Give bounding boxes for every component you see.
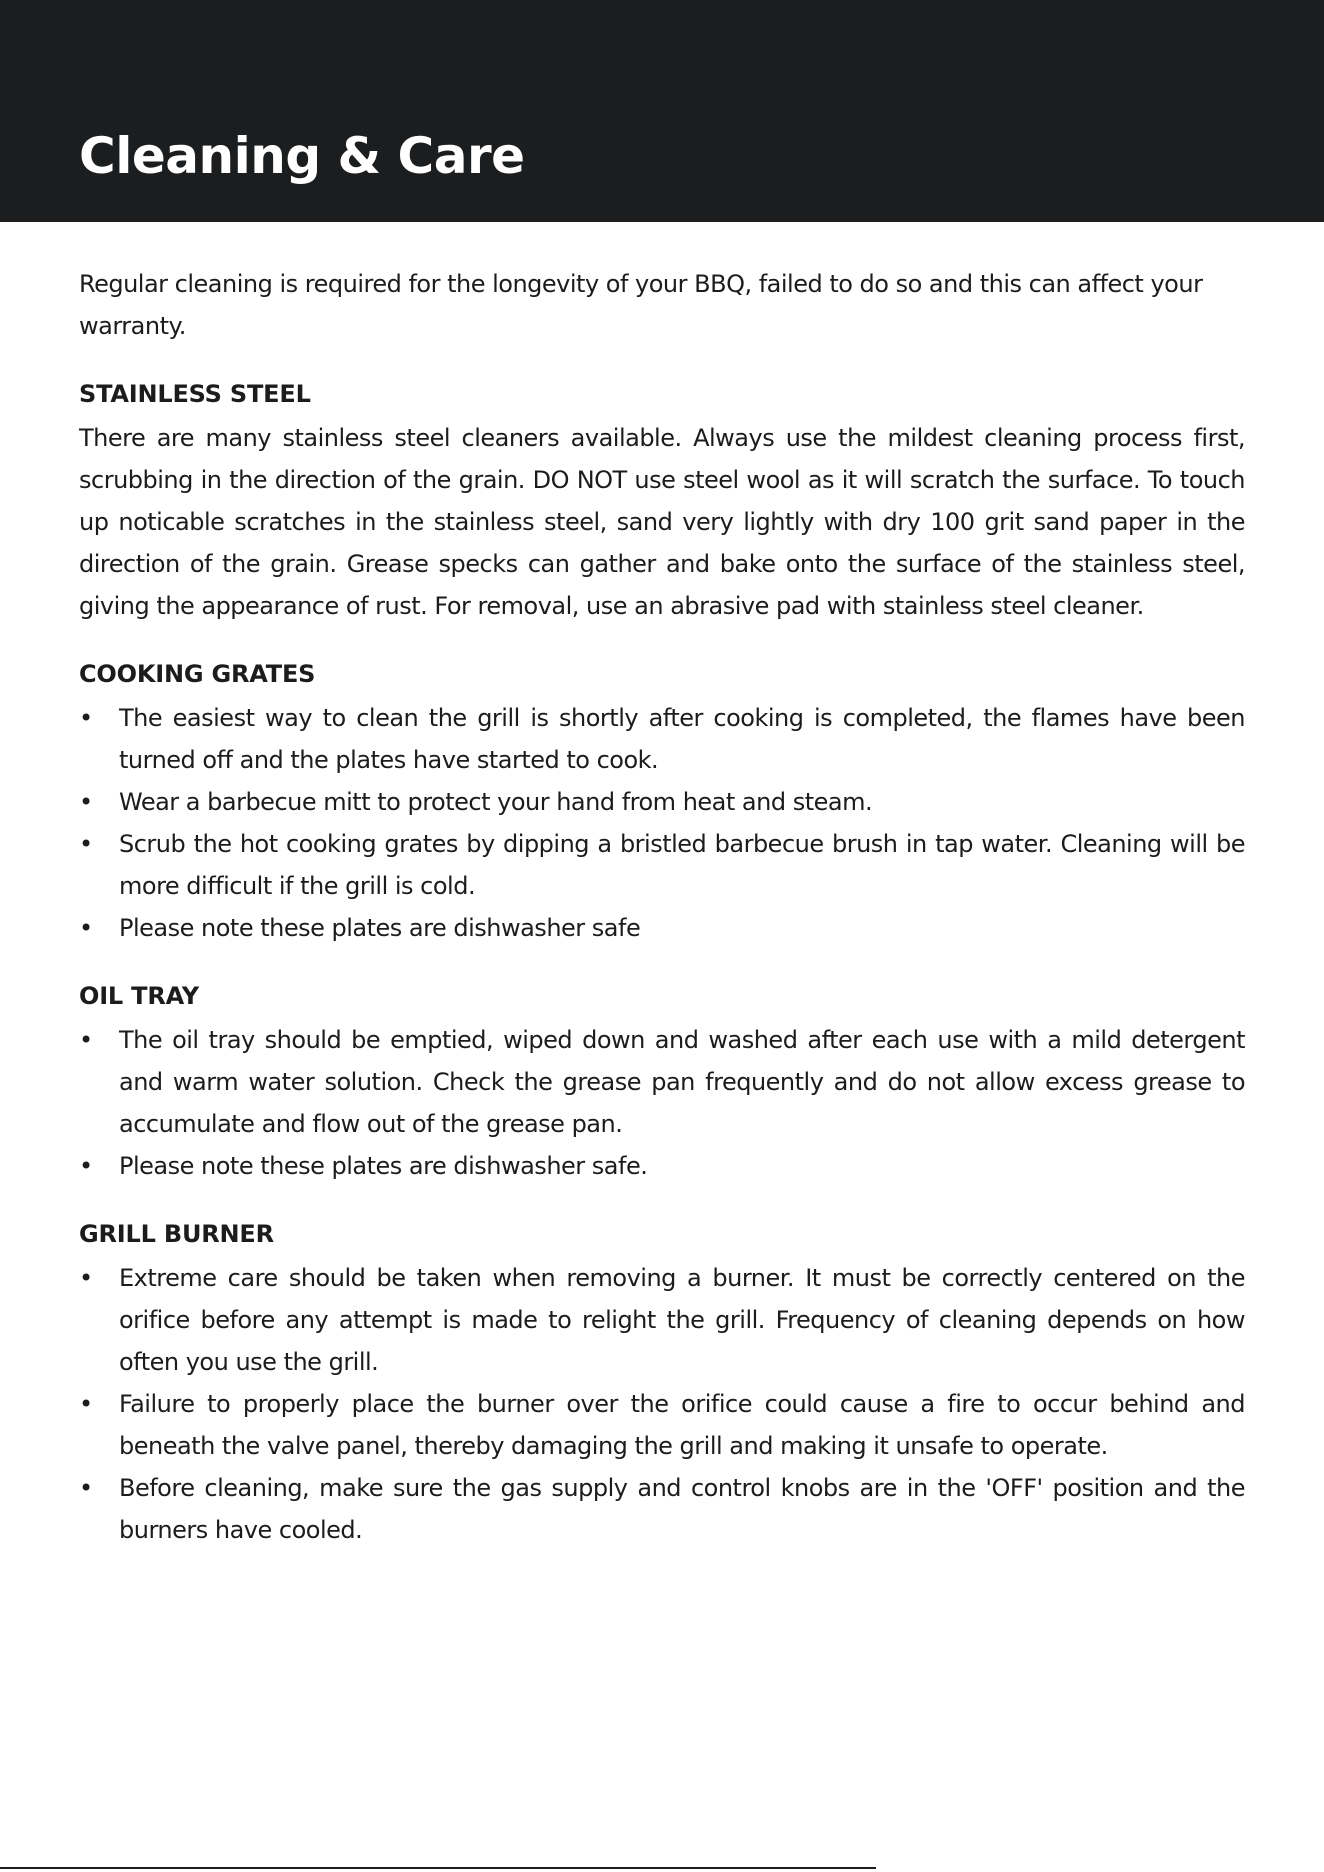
list-item-text: Before cleaning, make sure the gas supply and control knobs are in the 'OFF' position and the burners have cooled.: [119, 1474, 1245, 1544]
bullet-icon: •: [79, 1026, 93, 1054]
bullet-icon: •: [79, 914, 93, 942]
list-item-text: Please note these plates are dishwasher safe: [119, 914, 641, 942]
section-heading: OIL TRAY: [79, 982, 199, 1010]
list-item-text: Wear a barbecue mitt to protect your hand from heat and steam.: [119, 788, 873, 816]
section-oil-tray: [79, 975, 1245, 1187]
list-item-text: The easiest way to clean the grill is shortly after cooking is completed, the flames have been turned off and the plates have started to cook.: [119, 704, 1245, 774]
bullet-icon: •: [79, 788, 93, 816]
bullet-icon: •: [79, 704, 93, 732]
bullet-icon: •: [79, 1264, 93, 1292]
list-item-text: Please note these plates are dishwasher safe.: [119, 1152, 648, 1180]
list-item: [79, 1467, 1245, 1551]
list-item-text: Failure to properly place the burner over the orifice could cause a fire to occur behind and beneath the valve panel, thereby damaging the grill and making it unsafe to operate.: [119, 1390, 1245, 1460]
section-heading: COOKING GRATES: [79, 660, 316, 688]
section-heading: STAINLESS STEEL: [79, 380, 311, 408]
section-cooking-grates: [79, 653, 1245, 949]
list-item: [79, 1383, 1245, 1467]
footer-divider: [0, 1867, 876, 1869]
list-item-text: Extreme care should be taken when removing a burner. It must be correctly centered on the orifice before any attempt is made to relight the grill. Frequency of cleaning depends on how often you use the grill.: [119, 1264, 1245, 1376]
list-item: [79, 781, 1245, 823]
bullet-icon: •: [79, 1474, 93, 1502]
section-body: There are many stainless steel cleaners available. Always use the mildest cleaning process first, scrubbing in the direction of the grain. DO NOT use steel wool as it will scratch the surface. To touch up noticable scratches in the stainless steel, sand very lightly with dry 100 grit sand paper in the direction of the grain. Grease specks can gather and bake onto the surface of the stainless steel, giving the appearance of rust. For removal, use an abrasive pad with stainless steel cleaner.: [79, 424, 1245, 620]
intro-paragraph: Regular cleaning is required for the longevity of your BBQ, failed to do so and this can affect your warranty.: [79, 270, 1203, 340]
list-item: [79, 823, 1245, 907]
list-item: [79, 1019, 1245, 1145]
bullet-icon: •: [79, 1390, 93, 1418]
list-item-text: The oil tray should be emptied, wiped down and washed after each use with a mild detergent and warm water solution. Check the grease pan frequently and do not allow excess grease to accumulate and flow out of the grease pan.: [119, 1026, 1245, 1138]
bullet-icon: •: [79, 830, 93, 858]
section-heading: GRILL BURNER: [79, 1220, 274, 1248]
list-item: [79, 1257, 1245, 1383]
list-item: [79, 1145, 1245, 1187]
bullet-list: [79, 1257, 1245, 1551]
page-title: Cleaning & Care: [79, 127, 525, 185]
section-grill-burner: [79, 1213, 1245, 1551]
page-content: [79, 263, 1245, 1551]
bullet-list: [79, 697, 1245, 949]
list-item-text: Scrub the hot cooking grates by dipping a bristled barbecue brush in tap water. Cleaning will be more difficult if the grill is cold.: [119, 830, 1245, 900]
bullet-list: [79, 1019, 1245, 1187]
list-item: [79, 907, 1245, 949]
header-bar: [0, 0, 1324, 222]
section-stainless-steel: [79, 373, 1245, 627]
list-item: [79, 697, 1245, 781]
bullet-icon: •: [79, 1152, 93, 1180]
